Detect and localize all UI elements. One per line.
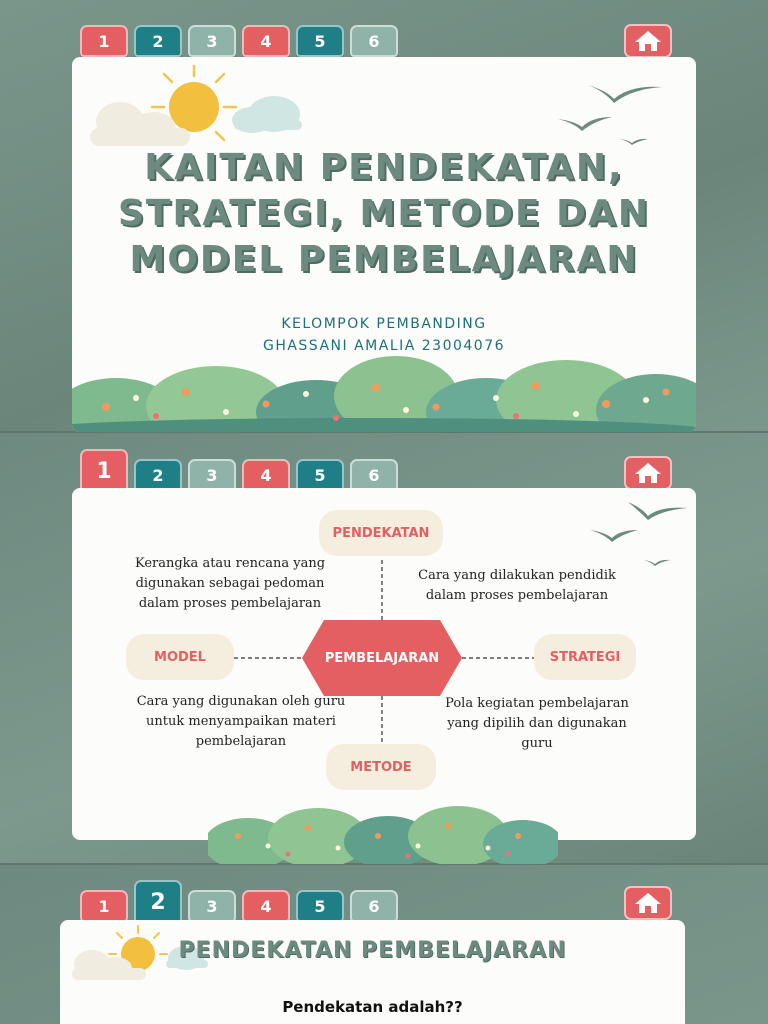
home-icon (633, 29, 663, 53)
tab-6[interactable]: 6 (350, 25, 398, 57)
sun-cloud-illustration (84, 62, 314, 152)
question-text: Pendekatan adalah?? (282, 998, 463, 1016)
desc-strategi: Cara yang dilakukan pendidik dalam proses pembelajaran (418, 568, 616, 603)
group-label: KELOMPOK PEMBANDING (281, 316, 487, 332)
home-button[interactable] (624, 456, 672, 490)
title-line: KAITAN PENDEKATAN, (144, 147, 624, 188)
tab-3[interactable]: 3 (188, 459, 236, 491)
tab-4[interactable]: 4 (242, 890, 290, 922)
cloud-icon (232, 96, 302, 133)
slide-title: PENDEKATAN PEMBELAJARAN (178, 938, 567, 963)
tab-3[interactable]: 3 (188, 25, 236, 57)
tab-4[interactable]: 4 (242, 25, 290, 57)
tab-2[interactable]: 2 (134, 880, 182, 924)
desc-model: Cara yang digunakan oleh guru untuk menyampaikan materi pembelajaran (136, 694, 346, 749)
node-metode: METODE (326, 744, 436, 790)
bushes-illustration (72, 352, 696, 432)
tab-5[interactable]: 5 (296, 890, 344, 922)
node-model: MODEL (126, 634, 234, 680)
tab-4[interactable]: 4 (242, 459, 290, 491)
title-slide-card (72, 57, 696, 432)
tab-5[interactable]: 5 (296, 459, 344, 491)
desc-pendekatan: Kerangka atau rencana yang digunakan sebagai pedoman dalam proses pembelajaran (134, 556, 326, 611)
node-pendekatan: PENDEKATAN (319, 510, 443, 556)
home-button[interactable] (624, 24, 672, 58)
tab-6[interactable]: 6 (350, 890, 398, 922)
slide-3-tab-bar (80, 890, 398, 924)
tab-2[interactable]: 2 (134, 25, 182, 57)
desc-metode: Pola kegiatan pembelajaran yang dipilih dan digunakan guru (445, 696, 629, 751)
title-line: STRATEGI, METODE DAN (117, 193, 651, 234)
slide-title (72, 145, 696, 283)
tab-1[interactable]: 1 (80, 449, 128, 493)
tab-3[interactable]: 3 (188, 890, 236, 922)
tab-2[interactable]: 2 (134, 459, 182, 491)
home-button[interactable] (624, 886, 672, 920)
bushes-illustration (208, 806, 558, 864)
tab-5[interactable]: 5 (296, 25, 344, 57)
node-strategi: STRATEGI (534, 634, 636, 680)
tab-1[interactable]: 1 (80, 25, 128, 57)
approach-slide-card (60, 920, 685, 1024)
title-line: MODEL PEMBELAJARAN (129, 239, 639, 280)
bird-icon (558, 117, 612, 131)
concept-map-card (72, 488, 696, 840)
home-icon (633, 461, 663, 485)
tab-1[interactable]: 1 (80, 890, 128, 922)
bird-icon (588, 85, 662, 103)
slide-1-tab-bar (80, 25, 398, 57)
author-name: GHASSANI AMALIA 23004076 (262, 338, 506, 354)
node-pembelajaran: PEMBELAJARAN (324, 650, 440, 666)
tab-6[interactable]: 6 (350, 459, 398, 491)
home-icon (633, 891, 663, 915)
